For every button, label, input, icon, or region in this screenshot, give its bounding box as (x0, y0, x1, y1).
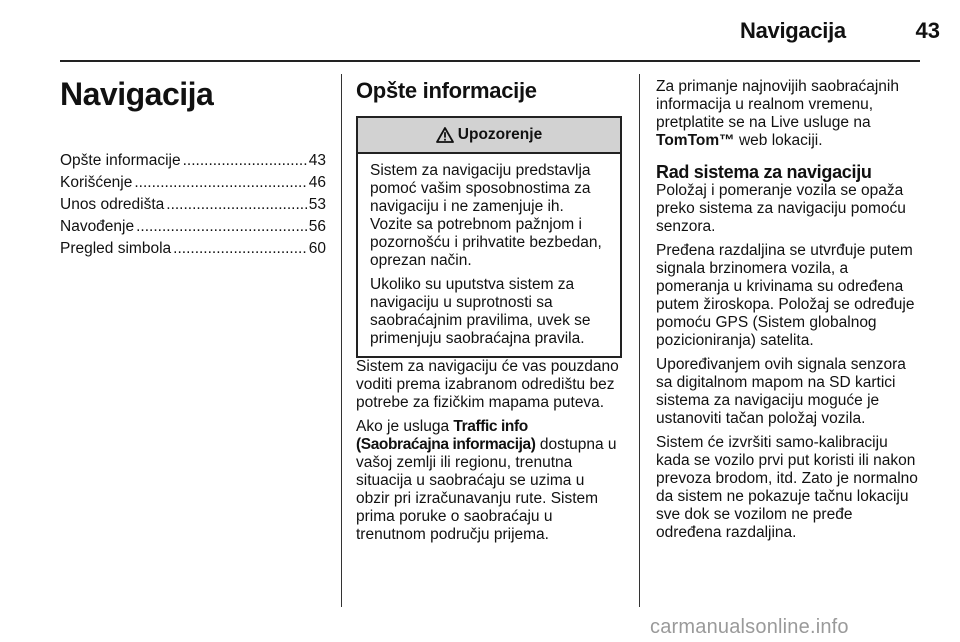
toc-entry-page: 53 (308, 196, 326, 213)
toc-leader-dots (183, 152, 307, 170)
warning-box (356, 116, 622, 358)
text-run: Ako je usluga (356, 418, 454, 435)
text-run: dostupna u vašoj zemlji ili regionu, trenutna situacija u saobraćaju se uzima u obzir pri izračunavanju rute. Sistem prima poruke o saobraćaju u trenutnom području prijema. (356, 436, 617, 543)
warning-triangle-icon (436, 127, 454, 143)
toc-column (60, 70, 326, 262)
warning-title: Upozorenje (457, 126, 543, 143)
watermark: carmanualsonline.info (650, 616, 849, 638)
page-number: 43 (915, 18, 940, 43)
toc-entry-label: Pregled simbola (60, 240, 172, 257)
toc-leader-dots (173, 240, 307, 258)
warning-paragraph: Sistem za navigaciju predstavlja pomoć vašim sposobnostima za navigaciju i ne zamenjuje ih. Vozite sa potrebnom pažnjom i pozornošću i prihvatite bezbedan, oprezan način. (370, 162, 602, 269)
toc-entry[interactable] (60, 240, 326, 262)
toc-entry[interactable] (60, 152, 326, 174)
body-paragraph: Sistem za navigaciju će vas pouzdano voditi prema izabranom odredištu bez potrebe za fizičkim mapama puteva. (356, 358, 619, 411)
table-of-contents (60, 152, 326, 262)
brand-name: TomTom™ (656, 132, 735, 149)
toc-leader-dots (134, 174, 306, 192)
body-paragraph: Pređena razdaljina se utvrđuje putem signala brzinomera vozila, a pomeranja u krivinama su određena putem žiroskopa. Položaj se određuje pomoću GPS (Sistem globalnog pozicioniranja) satelita. (656, 242, 915, 349)
chapter-title: Navigacija (60, 76, 214, 112)
toc-entry-page: 56 (308, 218, 326, 235)
body-paragraph: Upoređivanjem ovih signala senzora sa digitalnom mapom na SD kartici sistema za navigaciju moguće je ustanoviti tačan položaj vozila. (656, 356, 906, 427)
warning-body (358, 154, 620, 356)
warning-paragraph: Ukoliko su uputstva sistem za navigaciju u suprotnosti sa saobraćajnim pravilima, uvek se primenjuju saobraćajna pravila. (370, 276, 591, 347)
text-run: web lokaciji. (734, 132, 823, 149)
column-divider-1 (341, 74, 342, 607)
toc-entry-page: 60 (308, 240, 326, 257)
toc-entry[interactable] (60, 196, 326, 218)
toc-entry-page: 46 (308, 174, 326, 191)
warning-header (358, 118, 620, 154)
toc-leader-dots (166, 196, 306, 214)
running-header-title: Navigacija (740, 18, 846, 43)
subsection-title: Rad sistema za navigaciju (656, 162, 872, 182)
operation-column (656, 70, 922, 548)
toc-entry-label: Opšte informacije (60, 152, 181, 169)
toc-entry[interactable] (60, 174, 326, 196)
text-run: Za primanje najnovijih saobraćajnih informacija u realnom vremenu, pretplatite se na Live usluge na (656, 78, 899, 131)
section-title: Opšte informacije (356, 78, 537, 103)
body-paragraph: Sistem će izvršiti samo-kalibraciju kada se vozilo prvi put koristi ili nakon prevoza brodom, itd. Zato je normalno da sistem ne pokazuje tačnu lokaciju sve dok se vozilom ne pređe određena razdaljina. (656, 434, 918, 541)
header-rule (60, 60, 920, 62)
body-paragraph: Položaj i pomeranje vozila se opaža preko sistema za navigaciju pomoću senzora. (656, 182, 906, 235)
body-paragraph (356, 418, 622, 544)
toc-entry-label: Korišćenje (60, 174, 133, 191)
toc-entry-label: Unos odredišta (60, 196, 165, 213)
body-paragraph (656, 78, 922, 150)
column-divider-2 (639, 74, 640, 607)
toc-entry[interactable] (60, 218, 326, 240)
toc-leader-dots (136, 218, 307, 236)
toc-entry-label: Navođenje (60, 218, 135, 235)
toc-entry-page: 43 (308, 152, 326, 169)
general-info-column (356, 70, 622, 550)
service-name: Traffic info (Saobraćajna informacija) (356, 418, 536, 453)
